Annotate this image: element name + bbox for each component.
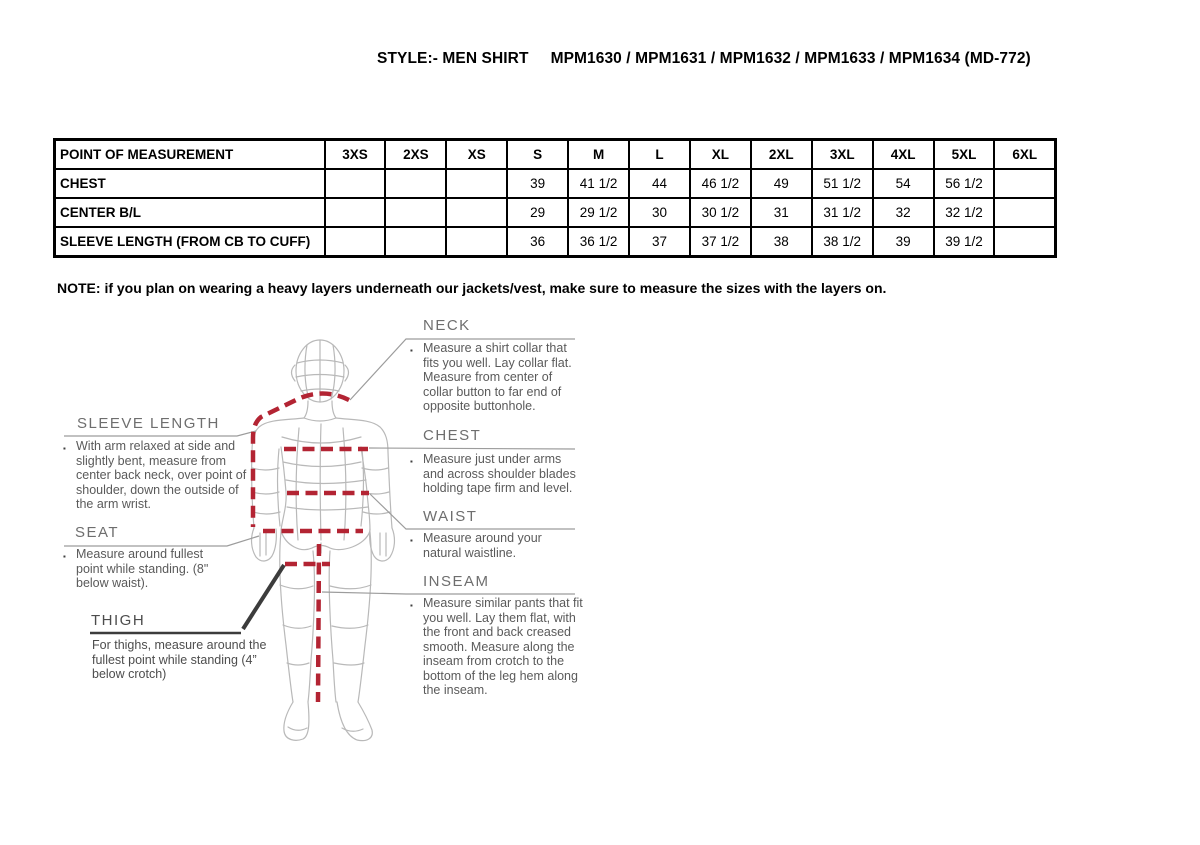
inseam-pointer-line [322,592,575,594]
seat-heading: SEAT [75,524,120,541]
table-cell: 37 [629,227,690,257]
column-header: XL [690,140,751,170]
chest-pointer-line [369,448,575,449]
table-cell: 46 1/2 [690,169,751,198]
table-cell: 39 [507,169,568,198]
table-cell: 29 [507,198,568,227]
table-cell: 41 1/2 [568,169,629,198]
row-label: SLEEVE LENGTH (FROM CB TO CUFF) [55,227,325,257]
sleeve-length-heading: SLEEVE LENGTH [77,415,220,432]
inseam-heading: INSEAM [423,573,490,590]
column-header: L [629,140,690,170]
table-cell: 31 [751,198,812,227]
thigh-description-block [92,638,270,682]
body-wireframe-figure [252,340,395,741]
seat-description: Measure around fullest point while standing. (8" below waist). [76,547,209,590]
bullet-icon: ▪ [410,346,413,355]
column-header: 4XL [873,140,934,170]
column-header: 2XS [385,140,446,170]
neck-description: Measure a shirt collar that fits you well. Lay collar flat. Measure from center of collar button to far end of opposite buttonhole. [423,341,572,413]
row-label: CENTER B/L [55,198,325,227]
table-cell: 31 1/2 [812,198,873,227]
bullet-icon: ▪ [63,552,66,561]
table-cell: 44 [629,169,690,198]
column-header: 2XL [751,140,812,170]
column-header: POINT OF MEASUREMENT [55,140,325,170]
column-header: 6XL [994,140,1055,170]
neck-heading: NECK [423,317,471,334]
chest-description: Measure just under arms and across shoulder blades holding tape firm and level. [423,452,576,495]
column-header: 3XS [325,140,386,170]
column-header: M [568,140,629,170]
bullet-icon: ▪ [410,601,413,610]
table-cell: 36 1/2 [568,227,629,257]
inseam-description-block [410,596,590,698]
chest-description-block [410,452,585,496]
column-header: 5XL [934,140,995,170]
sleeve-length-measure-line [253,394,349,528]
neck-description-block [410,341,582,414]
thigh-description: For thighs, measure around the fullest point while standing (4” below crotch) [92,638,267,681]
table-cell: 56 1/2 [934,169,995,198]
table-cell: 32 [873,198,934,227]
thigh-pointer-line [243,565,284,629]
sleeve-length-description: With arm relaxed at side and slightly bent, measure from center back neck, over point of shoulder, down the outside of the arm wrist. [76,439,247,511]
table-cell: 39 1/2 [934,227,995,257]
note-text: NOTE: if you plan on wearing a heavy layers underneath our jackets/vest, make sure to measure the sizes with the layers on. [57,280,887,296]
table-cell: 36 [507,227,568,257]
table-cell: 51 1/2 [812,169,873,198]
column-header: S [507,140,568,170]
seat-description-block [63,547,233,591]
sleeve-length-description-block [63,439,251,512]
bullet-icon: ▪ [410,536,413,545]
column-header: 3XL [812,140,873,170]
table-cell: 30 1/2 [690,198,751,227]
table-cell: 54 [873,169,934,198]
bullet-icon: ▪ [63,444,66,453]
inseam-description: Measure similar pants that fit you well. Lay them flat, with the front and back creased smooth. Measure along the inseam from crotch to the bottom of the leg hem along the inseam. [423,596,583,697]
page-title: STYLE:- MEN SHIRT MPM1630 / MPM1631 / MPM1632 / MPM1633 / MPM1634 (MD-772) [377,50,1031,67]
inseam-measure-line [318,544,319,702]
bullet-icon: ▪ [410,457,413,466]
table-cell: 37 1/2 [690,227,751,257]
column-header: XS [446,140,507,170]
table-cell: 49 [751,169,812,198]
table-cell: 38 [751,227,812,257]
table-cell: 38 1/2 [812,227,873,257]
chest-heading: CHEST [423,427,482,444]
table-cell: 39 [873,227,934,257]
waist-description: Measure around your natural waistline. [423,531,542,560]
row-label: CHEST [55,169,325,198]
waist-heading: WAIST [423,508,478,525]
thigh-heading: THIGH [91,612,146,629]
table-cell: 32 1/2 [934,198,995,227]
table-cell: 29 1/2 [568,198,629,227]
table-cell: 30 [629,198,690,227]
waist-description-block [410,531,580,560]
